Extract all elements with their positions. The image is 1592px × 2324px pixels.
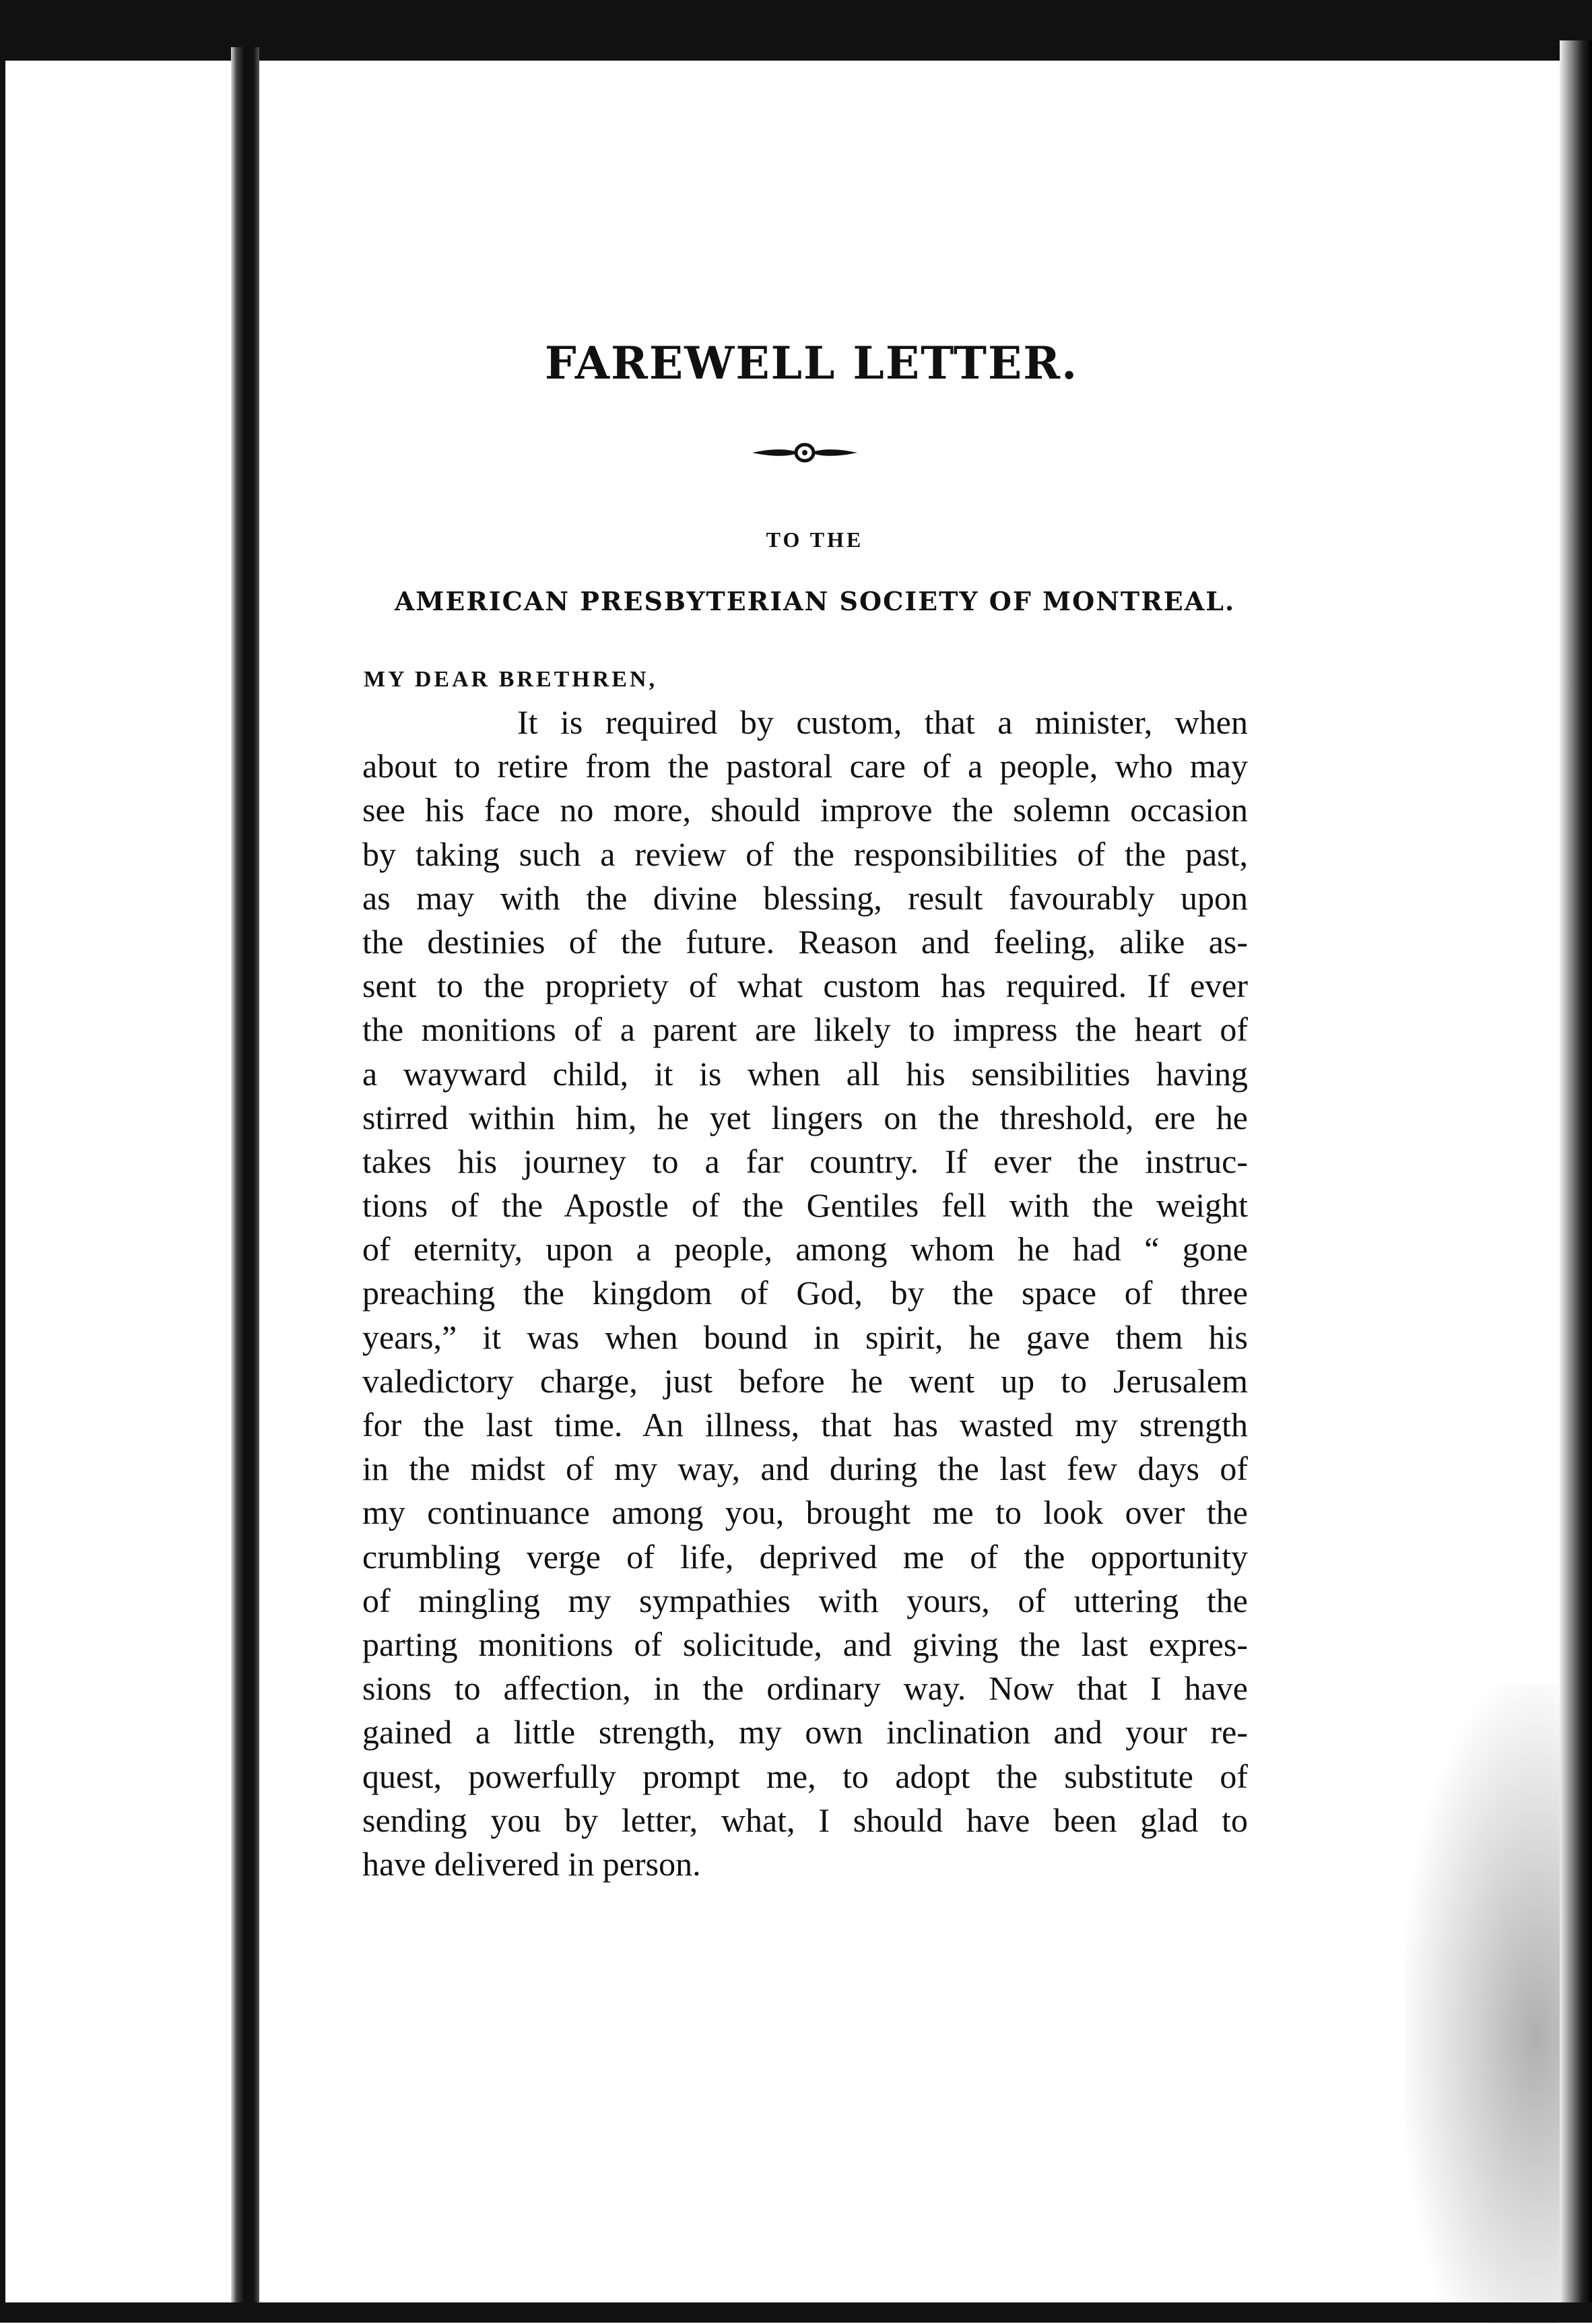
letter-body [362, 701, 1248, 1886]
body-line: have delivered in person. [362, 1844, 701, 1883]
scan-bottom-border [0, 2302, 1592, 2323]
facing-page-blank [5, 61, 231, 2302]
body-line: crumbling verge of life, deprived me of the opportunity [362, 1537, 1248, 1576]
body-line: of mingling my sympathies with yours, of uttering the [362, 1581, 1248, 1619]
body-line: sions to affection, in the ordinary way. Now that I have [362, 1669, 1248, 1708]
body-line: years,” it was when bound in spirit, he gave them his [362, 1318, 1248, 1356]
body-line: about to retire from the pastoral care of a people, who may [362, 747, 1248, 785]
body-line: the destinies of the future. Reason and feeling, alike as- [362, 922, 1248, 961]
body-line: my continuance among you, brought me to look over the [362, 1493, 1248, 1532]
body-line: sending you by letter, what, I should have been glad to [362, 1801, 1248, 1839]
page-title: FAREWELL LETTER. [544, 337, 1079, 389]
body-line: preaching the kingdom of God, by the space of three [362, 1274, 1248, 1312]
body-line: stirred within him, he yet lingers on the threshold, ere he [362, 1098, 1248, 1136]
body-line: in the midst of my way, and during the last few days of [362, 1450, 1248, 1488]
recipient-society: AMERICAN PRESBYTERIAN SOCIETY OF MONTREAL. [394, 586, 1236, 616]
body-line: the monitions of a parent are likely to impress the heart of [362, 1010, 1248, 1049]
body-line: parting monitions of solicitude, and giving the last expres- [362, 1625, 1248, 1663]
body-line: sent to the propriety of what custom has required. If ever [362, 967, 1248, 1005]
body-line: see his face no more, should improve the solemn occasion [362, 791, 1248, 829]
body-line: valedictory charge, just before he went up to Jerusalem [362, 1361, 1248, 1400]
body-line: for the last time. An illness, that has wasted my strength [362, 1406, 1248, 1444]
body-line: as may with the divine blessing, result favourably upon [362, 878, 1248, 917]
scan-right-border [1560, 40, 1592, 2323]
body-line: by taking such a review of the responsibilities of the past, [362, 835, 1248, 873]
body-line: of eternity, upon a people, among whom he had “ gone [362, 1230, 1248, 1268]
body-line: a wayward child, it is when all his sensibilities having [362, 1054, 1248, 1093]
book-spine-gutter [231, 47, 259, 2311]
address-to-the: TO THE [766, 527, 864, 552]
ornament-divider-icon [751, 439, 859, 466]
body-line: gained a little strength, my own inclination and your re- [362, 1713, 1248, 1751]
body-line: takes his journey to a far country. If ever the instruc- [362, 1142, 1248, 1180]
body-line: quest, powerfully prompt me, to adopt the substitute of [362, 1757, 1248, 1795]
page-stain [1405, 1684, 1560, 2324]
body-line: tions of the Apostle of the Gentiles fell with the weight [362, 1186, 1248, 1225]
body-line: It is required by custom, that a minister, when [517, 703, 1248, 741]
salutation: MY DEAR BRETHREN, [364, 667, 658, 692]
scan-left-border [0, 0, 5, 2323]
